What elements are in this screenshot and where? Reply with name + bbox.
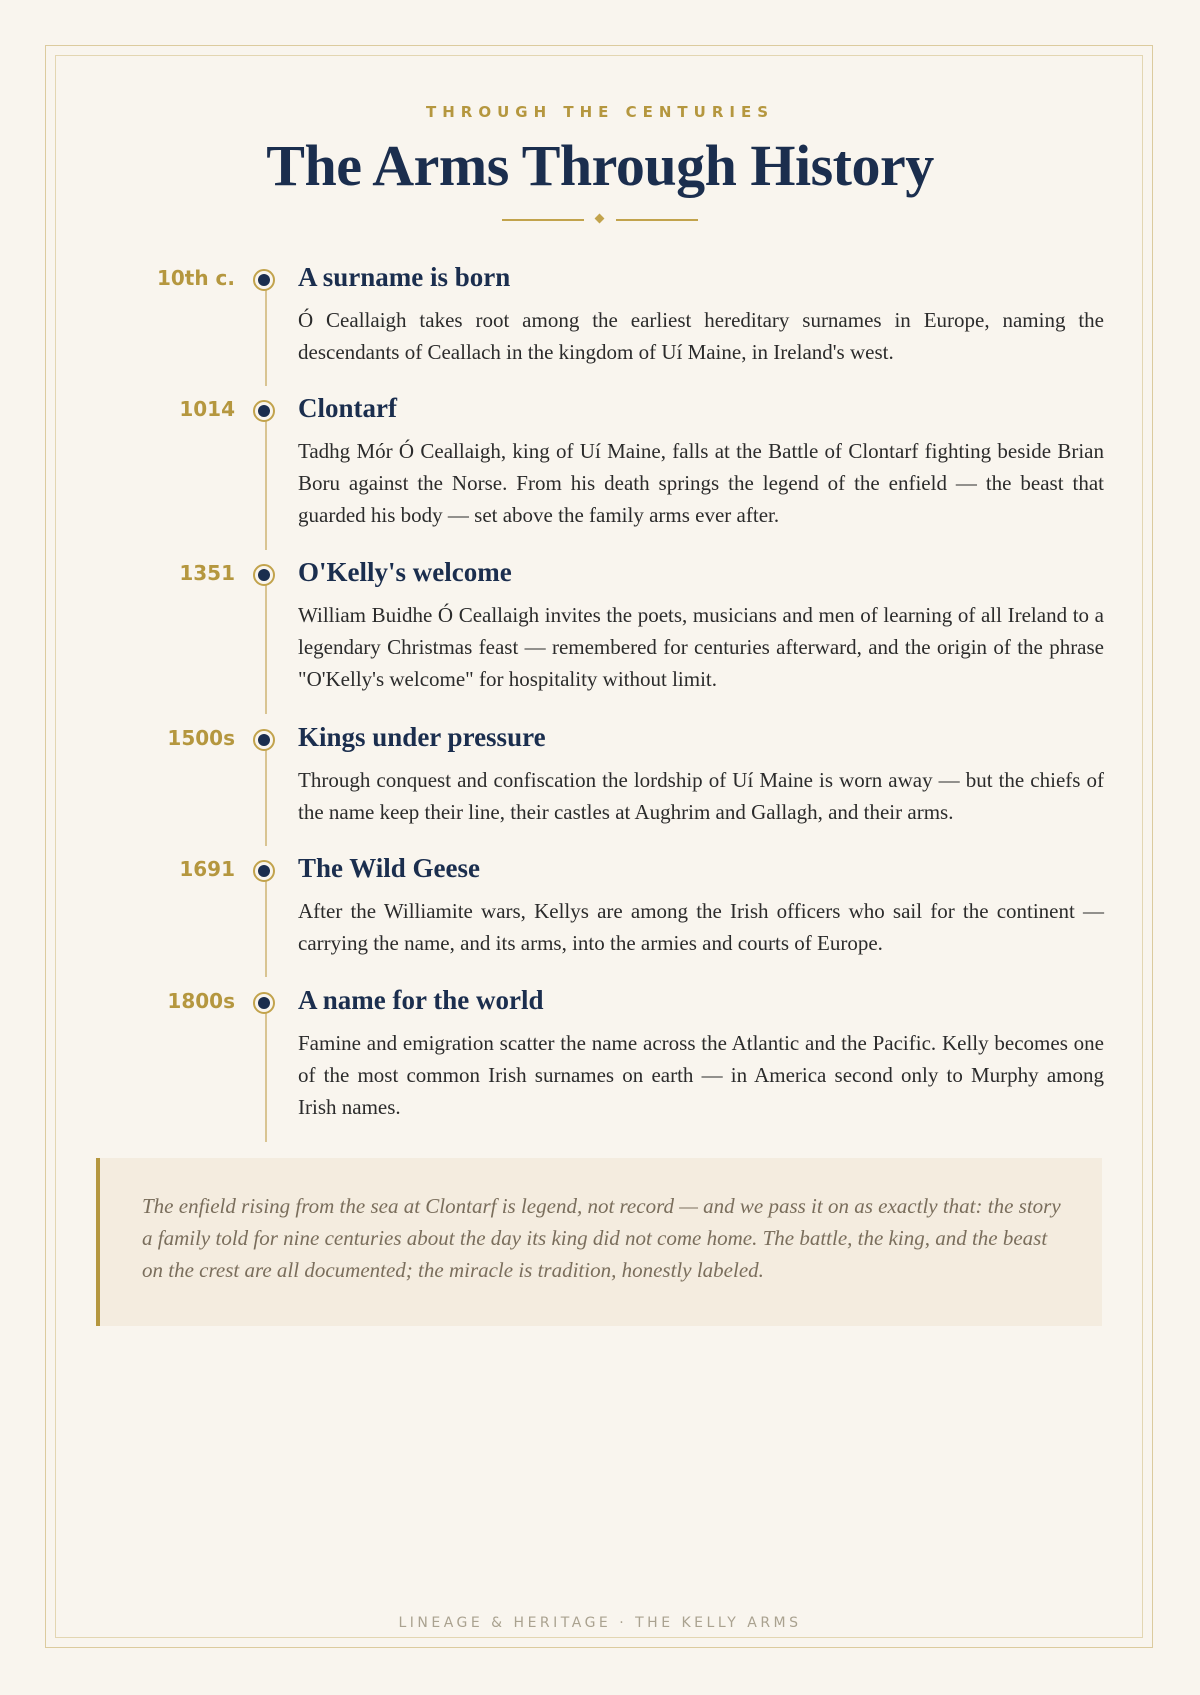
legend-note xyxy=(96,1158,1102,1326)
timeline-title: O'Kelly's welcome xyxy=(298,557,512,587)
timeline-dot-icon xyxy=(253,729,275,751)
legend-note-text: The enfield rising from the sea at Clontarf is legend, not record — and we pass it on as exactly that: the story a family told for nine centuries about the day its king did not come home. The battle, the king, and the beast on the crest are all documented; the miracle is tradition, honestly labeled. xyxy=(142,1194,1061,1282)
timeline-stem xyxy=(265,417,267,550)
timeline-title: A surname is born xyxy=(298,262,511,292)
timeline-year: 1691 xyxy=(179,857,235,881)
timeline-year: 1351 xyxy=(179,561,235,585)
timeline-body: Tadhg Mór Ó Ceallaigh, king of Uí Maine, falls at the Battle of Clontarf fighting beside Brian Boru against the Norse. From his death springs the legend of the enfield — the beast that guarded his body — set above the family arms ever after. xyxy=(298,439,1104,527)
timeline-body: Ó Ceallaigh takes root among the earliest hereditary surnames in Europe, naming the descendants of Ceallach in the kingdom of Uí Maine, in Ireland's west. xyxy=(298,308,1104,364)
timeline-title: Kings under pressure xyxy=(298,722,546,752)
title-ornament xyxy=(502,211,698,227)
timeline-stem xyxy=(265,581,267,714)
timeline-dot-icon xyxy=(253,992,275,1014)
timeline-year: 10th c. xyxy=(156,266,235,290)
timeline-body: Through conquest and confiscation the lordship of Uí Maine is worn away — but the chiefs of the name keep their line, their castles at Aughrim and Gallagh, and their arms. xyxy=(298,768,1104,824)
timeline-year: 1800s xyxy=(167,989,235,1013)
timeline-title: A name for the world xyxy=(298,985,544,1015)
timeline-year: 1014 xyxy=(179,397,235,421)
ornament-diamond-icon xyxy=(595,214,605,224)
timeline-dot-icon xyxy=(253,860,275,882)
timeline-body: After the Williamite wars, Kellys are among the Irish officers who sail for the continent — carrying the name, and its arms, into the armies and courts of Europe. xyxy=(298,899,1104,955)
ornament-line-left xyxy=(502,219,584,221)
section-eyebrow: THROUGH THE CENTURIES xyxy=(425,103,774,121)
timeline-year: 1500s xyxy=(167,726,235,750)
ornament-line-right xyxy=(616,219,698,221)
timeline-stem xyxy=(265,877,267,977)
timeline-dot-icon xyxy=(253,269,275,291)
timeline-stem xyxy=(265,746,267,846)
timeline-stem xyxy=(265,286,267,386)
timeline-dot-icon xyxy=(253,400,275,422)
timeline-stem xyxy=(265,1009,267,1142)
timeline-body: Famine and emigration scatter the name across the Atlantic and the Pacific. Kelly becomes one of the most common Irish surnames on earth — in America second only to Murphy among Irish names. xyxy=(298,1031,1104,1119)
page-title: The Arms Through History xyxy=(266,133,934,198)
timeline-dot-icon xyxy=(253,564,275,586)
timeline-title: Clontarf xyxy=(298,393,397,423)
timeline-title: The Wild Geese xyxy=(298,853,481,883)
timeline-body: William Buidhe Ó Ceallaigh invites the poets, musicians and men of learning of all Ireland to a legendary Christmas feast — remembered for centuries afterward, and the origin of the phrase "O'Kelly's welcome" for hospitality without limit. xyxy=(298,603,1104,691)
page-footer: LINEAGE & HERITAGE · THE KELLY ARMS xyxy=(398,1615,802,1631)
